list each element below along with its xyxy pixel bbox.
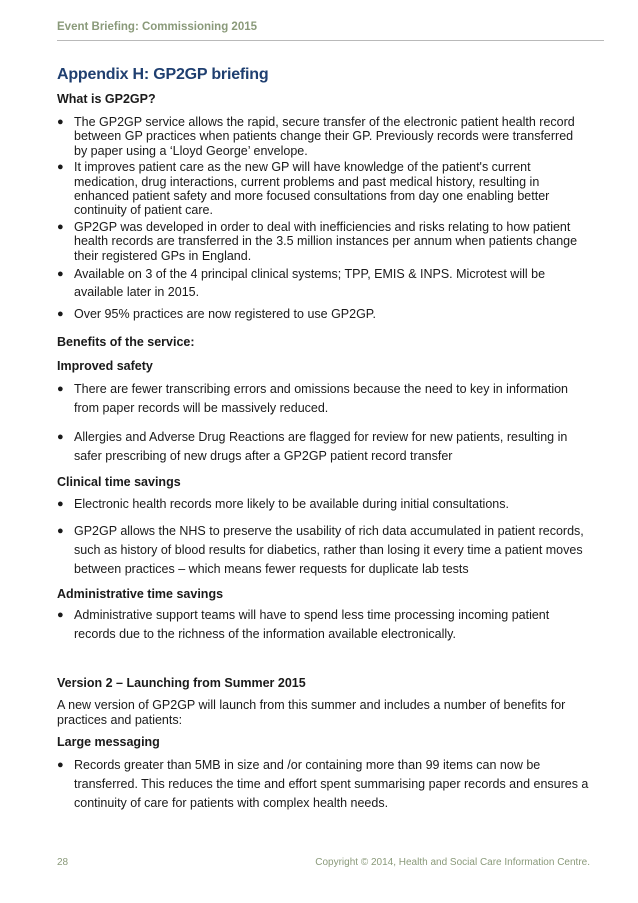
bullet-icon: ●	[57, 268, 64, 281]
large-messaging-heading: Large messaging	[57, 735, 160, 750]
bullet-icon: ●	[57, 498, 64, 511]
bullet-icon: ●	[57, 609, 64, 622]
page-content	[57, 66, 589, 813]
what-is-list	[57, 115, 589, 321]
page-number: 28	[57, 857, 69, 868]
admin-time-list	[57, 606, 589, 644]
running-header: Event Briefing: Commissioning 2015	[57, 21, 258, 33]
what-is-heading: What is GP2GP?	[57, 92, 156, 106]
benefits-heading: Benefits of the service:	[57, 335, 195, 350]
improved-safety-heading: Improved safety	[57, 359, 153, 374]
list-item: ● GP2GP was developed in order to deal with inefficiencies and risks relating to how patient health records are transferred in the 3.5 million instances per annum when patients change their registered GPs in England.	[57, 219, 578, 263]
version2-heading: Version 2 – Launching from Summer 2015	[57, 676, 306, 691]
list-item: ● Over 95% practices are now registered to use GP2GP.	[57, 307, 377, 322]
clinical-time-list	[57, 495, 589, 579]
clinical-time-heading: Clinical time savings	[57, 475, 181, 490]
version2-intro: A new version of GP2GP will launch from this summer and includes a number of benefits for practices and patients:	[57, 698, 566, 728]
admin-time-heading: Administrative time savings	[57, 587, 224, 602]
list-item: ● The GP2GP service allows the rapid, secure transfer of the electronic patient health record between GP practices when patients change their GP. Previously records were transferred by paper using a ‘Lloyd George’ envelope.	[57, 115, 575, 158]
bullet-icon: ●	[57, 308, 64, 321]
bullet-icon: ●	[57, 431, 64, 444]
appendix-title: Appendix H: GP2GP briefing	[57, 66, 269, 83]
list-item: ● Electronic health records more likely to be available during initial consultations.	[57, 495, 589, 514]
list-item: ● Available on 3 of the 4 principal clinical systems; TPP, EMIS & INPS. Microtest will be available later in 2015.	[57, 267, 546, 300]
bullet-icon: ●	[57, 220, 64, 233]
improved-safety-list	[57, 380, 589, 466]
list-item: ● Administrative support teams will have to spend less time processing incoming patient records due to the richness of the information available electronically.	[57, 608, 550, 642]
list-item: ● Allergies and Adverse Drug Reactions are flagged for review for new patients, resulting in safer prescribing of new drugs after a GP2GP patient record transfer	[57, 430, 568, 464]
bullet-icon: ●	[57, 759, 64, 772]
bullet-icon: ●	[57, 383, 64, 396]
list-item: ● There are fewer transcribing errors and omissions because the need to key in information from paper records will be massively reduced.	[57, 382, 569, 416]
list-item: ● It improves patient care as the new GP will have knowledge of the patient's current medication, drug interactions, current problems and past medical history, resulting in enhanced patient safety and more focused consultations from day one enabling better continuity of patient care.	[57, 160, 550, 218]
copyright-notice: Copyright © 2014, Health and Social Care Information Centre.	[315, 857, 590, 868]
header-divider	[57, 40, 604, 41]
list-item: ● GP2GP allows the NHS to preserve the usability of rich data accumulated in patient records, such as history of blood results for diabetics, rather than losing it every time a patient moves between practices – which means fewer requests for duplicate lab tests	[57, 524, 584, 577]
bullet-icon: ●	[57, 525, 64, 538]
bullet-icon: ●	[57, 116, 64, 128]
bullet-icon: ●	[57, 161, 64, 174]
large-messaging-list	[57, 756, 589, 813]
list-item: ● Records greater than 5MB in size and /or containing more than 99 items can now be transferred. This reduces the time and effort spent summarising paper records and ensures a continuity of care for patients with complex health needs.	[57, 758, 589, 811]
